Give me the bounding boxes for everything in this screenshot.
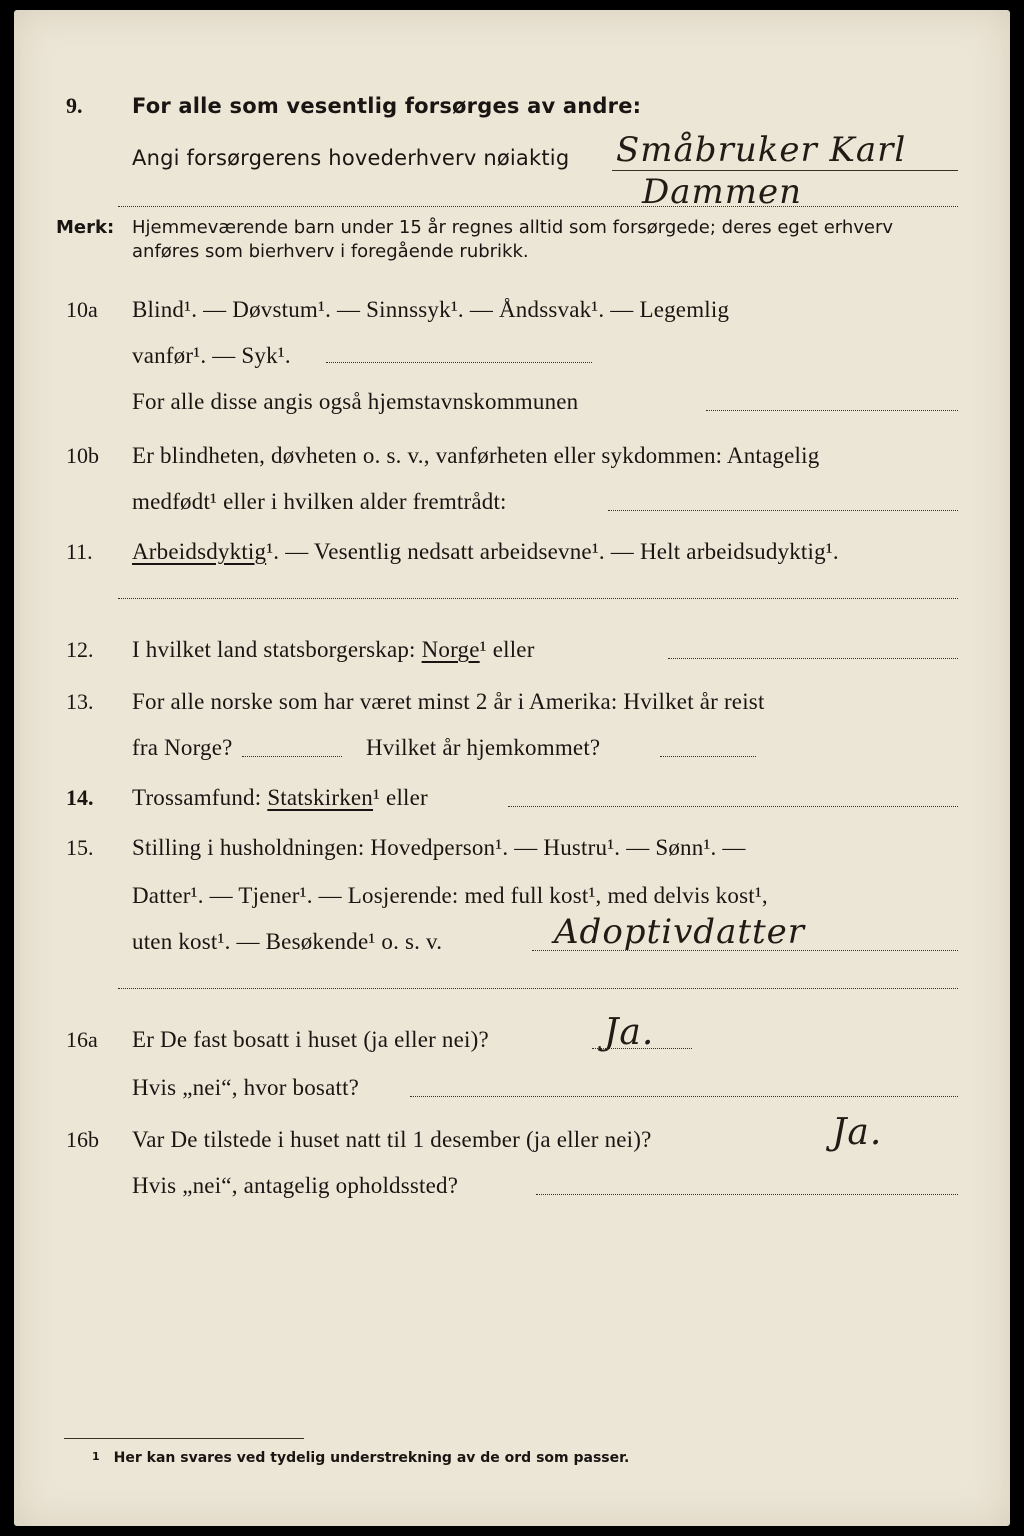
question-16b bbox=[14, 1112, 1010, 1160]
answer-line bbox=[592, 1048, 692, 1049]
question-15-line4 bbox=[14, 966, 1010, 1006]
question-10b bbox=[14, 436, 1010, 476]
question-16b-line2 bbox=[14, 1166, 1010, 1206]
question-text-rest: ¹. — Vesentlig nedsatt arbeidsevne¹. — Helt arbeidsudyktig¹. bbox=[266, 539, 839, 564]
answer-line bbox=[118, 206, 958, 207]
question-text: Hvis „nei“, antagelig opholdssted? bbox=[132, 1173, 459, 1198]
question-number: 12. bbox=[66, 637, 94, 662]
question-text: Er blindheten, døvheten o. s. v., vanførheten eller sykdommen: Antagelig bbox=[132, 443, 820, 468]
question-number: 13. bbox=[66, 689, 94, 714]
question-text-post: ¹ eller bbox=[373, 785, 428, 810]
question-number: 15. bbox=[66, 835, 94, 860]
note-line2: anføres som bierhverv i foregående rubrikk. bbox=[132, 241, 529, 262]
question-9 bbox=[14, 86, 1010, 126]
question-15-line3 bbox=[14, 912, 1010, 962]
answer-line bbox=[536, 1194, 958, 1195]
question-text: vanfør¹. — Syk¹. bbox=[132, 343, 291, 368]
question-text: For alle norske som har været minst 2 år i Amerika: Hvilket år reist bbox=[132, 689, 765, 714]
answer-line bbox=[532, 950, 958, 951]
question-number: 10a bbox=[66, 297, 98, 322]
answer-line bbox=[242, 756, 342, 757]
footnote-rule bbox=[64, 1438, 304, 1439]
question-16a-line2 bbox=[14, 1068, 1010, 1108]
question-text: Angi forsørgerens hovederhverv nøiaktig bbox=[132, 146, 570, 170]
answer-line bbox=[668, 658, 958, 659]
answer-line bbox=[660, 756, 756, 757]
note-block bbox=[14, 216, 1010, 268]
question-15 bbox=[14, 828, 1010, 868]
selected-option: Norge bbox=[421, 637, 480, 662]
question-number: 16a bbox=[66, 1027, 98, 1052]
question-text: Datter¹. — Tjener¹. — Losjerende: med full kost¹, med delvis kost¹, bbox=[132, 883, 768, 908]
question-text bbox=[132, 630, 954, 670]
question-text: uten kost¹. — Besøkende¹ o. s. v. bbox=[132, 929, 443, 954]
answer-line bbox=[706, 410, 958, 411]
answer-line bbox=[508, 806, 958, 807]
question-text: Hvilket år hjemkommet? bbox=[366, 735, 601, 760]
selected-option: Statskirken bbox=[267, 785, 374, 810]
question-text: For alle disse angis også hjemstavnskommunen bbox=[132, 389, 579, 414]
question-text-pre: Trossamfund: bbox=[132, 785, 268, 810]
question-text-post: ¹ eller bbox=[479, 637, 535, 662]
question-13-line2 bbox=[14, 728, 1010, 768]
question-text: For alle som vesentlig forsørges av andre: bbox=[132, 94, 642, 118]
question-text: medfødt¹ eller i hvilken alder fremtrådt: bbox=[132, 489, 507, 514]
question-10b-line2 bbox=[14, 482, 1010, 522]
handwritten-answer: Ja. bbox=[832, 1112, 883, 1153]
footnote-mark: 1 bbox=[92, 1450, 100, 1463]
question-text-pre: I hvilket land statsborgerskap: bbox=[132, 637, 422, 662]
question-text: Var De tilstede i huset natt til 1 desember (ja eller nei)? bbox=[132, 1127, 652, 1152]
question-text: fra Norge? bbox=[132, 735, 233, 760]
footnote bbox=[92, 1450, 629, 1466]
question-number: 10b bbox=[66, 443, 99, 468]
question-number: 9. bbox=[66, 93, 83, 118]
question-number: 11. bbox=[66, 539, 93, 564]
question-13 bbox=[14, 682, 1010, 722]
footnote-text: Her kan svares ved tydelig understrekning av de ord som passer. bbox=[113, 1450, 630, 1466]
answer-line bbox=[612, 170, 958, 171]
question-11 bbox=[14, 532, 1010, 572]
answer-line bbox=[410, 1096, 958, 1097]
answer-line bbox=[118, 598, 958, 599]
question-16a bbox=[14, 1012, 1010, 1060]
question-15-line2 bbox=[14, 876, 1010, 916]
handwritten-answer: Ja. bbox=[604, 1012, 655, 1053]
question-text: Er De fast bosatt i huset (ja eller nei)? bbox=[132, 1027, 489, 1052]
answer-line bbox=[326, 362, 592, 363]
answer-line bbox=[608, 510, 958, 511]
note-line1: Hjemmeværende barn under 15 år regnes alltid som forsørgede; deres eget erhverv bbox=[132, 217, 894, 238]
handwritten-answer: Dammen bbox=[642, 172, 803, 212]
question-number: 14. bbox=[66, 785, 94, 810]
question-11-line2 bbox=[14, 576, 1010, 616]
census-form-page bbox=[14, 10, 1010, 1526]
question-9-line2 bbox=[14, 130, 1010, 178]
question-text: Hvis „nei“, hvor bosatt? bbox=[132, 1075, 360, 1100]
question-14 bbox=[14, 778, 1010, 818]
question-number: 16b bbox=[66, 1127, 99, 1152]
question-10a bbox=[14, 290, 1010, 330]
question-text: Blind¹. — Døvstum¹. — Sinnssyk¹. — Åndssvak¹. — Legemlig bbox=[132, 297, 730, 322]
question-text bbox=[132, 778, 954, 818]
question-10a-line2 bbox=[14, 336, 1010, 376]
handwritten-answer: Småbruker Karl bbox=[616, 130, 907, 170]
question-text bbox=[132, 532, 954, 572]
note-label: Merk: bbox=[56, 217, 115, 238]
question-12 bbox=[14, 630, 1010, 670]
question-text: Stilling i husholdningen: Hovedperson¹. — Hustru¹. — Sønn¹. — bbox=[132, 835, 746, 860]
selected-option: Arbeidsdyktig bbox=[132, 539, 267, 564]
handwritten-answer: Adoptivdatter bbox=[554, 912, 806, 952]
question-10a-line3 bbox=[14, 382, 1010, 422]
answer-line bbox=[118, 988, 958, 989]
